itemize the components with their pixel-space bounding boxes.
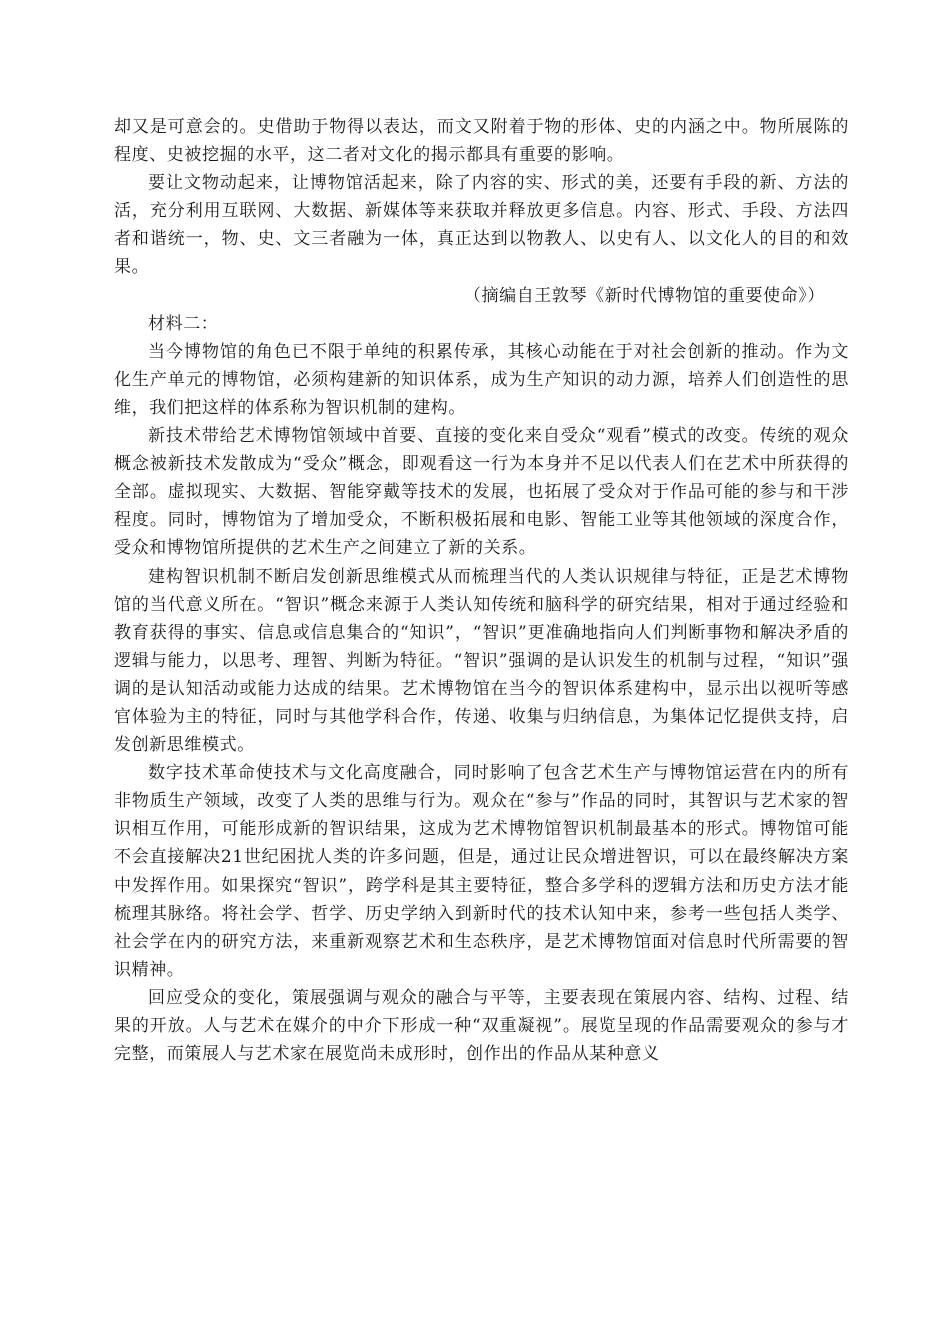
paragraph-material2-3: 建构智识机制不断启发创新思维模式从而梳理当代的人类认识规律与特征，正是艺术博物馆的当代意义所在。“智识”概念来源于人类认知传统和脑科学的研究结果，相对于通过经验和教育获得的事实、信息或信息集合的“知识”，“智识”更准确地指向人们判断事物和解决矛盾的逻辑与能力，以思考、理智、判断为特征。“智识”强调的是认识发生的机制与过程，“知识”强调的是认知活动或能力达成的结果。艺术博物馆在当今的智识体系建构中，显示出以视听等感官体验为主的特征，同时与其他学科合作，传递、收集与归纳信息，为集体记忆提供支持，启发创新思维模式。 bbox=[114, 566, 849, 756]
paragraph-material1-conclusion: 要让文物动起来，让博物馆活起来，除了内容的实、形式的美，还要有手段的新、方法的活，充分利用互联网、大数据、新媒体等来获取并释放更多信息。内容、形式、手段、方法四者和谐统一，物、史、文三者融为一体，真正达到以物教人、以史有人、以文化人的目的和效果。 bbox=[114, 173, 849, 278]
paragraph-continued: 却又是可意会的。史借助于物得以表达，而文又附着于物的形体、史的内涵之中。物所展陈的程度、史被挖掘的水平，这二者对文化的揭示都具有重要的影响。 bbox=[114, 117, 849, 166]
paragraph-material2-4: 数字技术革命使技术与文化高度融合，同时影响了包含艺术生产与博物馆运营在内的所有非物质生产领域，改变了人类的思维与行为。观众在“参与”作品的同时，其智识与艺术家的智识相互作用，可能形成新的智识结果，这成为艺术博物馆智识机制最基本的形式。博物馆可能不会直接解决21世纪困扰人类的许多问题，但是，通过让民众增进智识，可以在最终解决方案中发挥作用。如果探究“智识”，跨学科是其主要特征，整合多学科的逻辑方法和历史方法才能梳理其脉络。将社会学、哲学、历史学纳入到新时代的技术认知中来，参考一些包括人类学、社会学在内的研究方法，来重新观察艺术和生态秩序，是艺术博物馆面对信息时代所需要的智识精神。 bbox=[114, 763, 849, 980]
material-2-label: 材料二： bbox=[148, 313, 219, 334]
paragraph-material2-2: 新技术带给艺术博物馆领域中首要、直接的变化来自受众“观看”模式的改变。传统的观众概念被新技术发散成为“受众”概念，即观看这一行为本身并不足以代表人们在艺术中所获得的全部。虚拟现实、大数据、智能穿戴等技术的发展，也拓展了受众对于作品可能的参与和干涉程度。同时，博物馆为了增加受众，不断积极拓展和电影、智能工业等其他领域的深度合作，受众和博物馆所提供的艺术生产之间建立了新的关系。 bbox=[114, 426, 849, 559]
paragraph-material2-5: 回应受众的变化，策展强调与观众的融合与平等，主要表现在策展内容、结构、过程、结果的开放。人与艺术在媒介的中介下形成一种“双重凝视”。展览呈现的作品需要观众的参与才完整，而策展人与艺术家在展览尚未成形时，创作出的作品从某种意义 bbox=[114, 987, 849, 1065]
document-page bbox=[114, 113, 849, 1068]
source-citation-1: （摘编自王敦琴《新时代博物馆的重要使命》） bbox=[463, 285, 825, 306]
paragraph-material2-1: 当今博物馆的角色已不限于单纯的积累传承，其核心动能在于对社会创新的推动。作为文化生产单元的博物馆，必须构建新的知识体系，成为生产知识的动力源，培养人们创造性的思维，我们把这样的体系称为智识机制的建构。 bbox=[114, 341, 849, 418]
